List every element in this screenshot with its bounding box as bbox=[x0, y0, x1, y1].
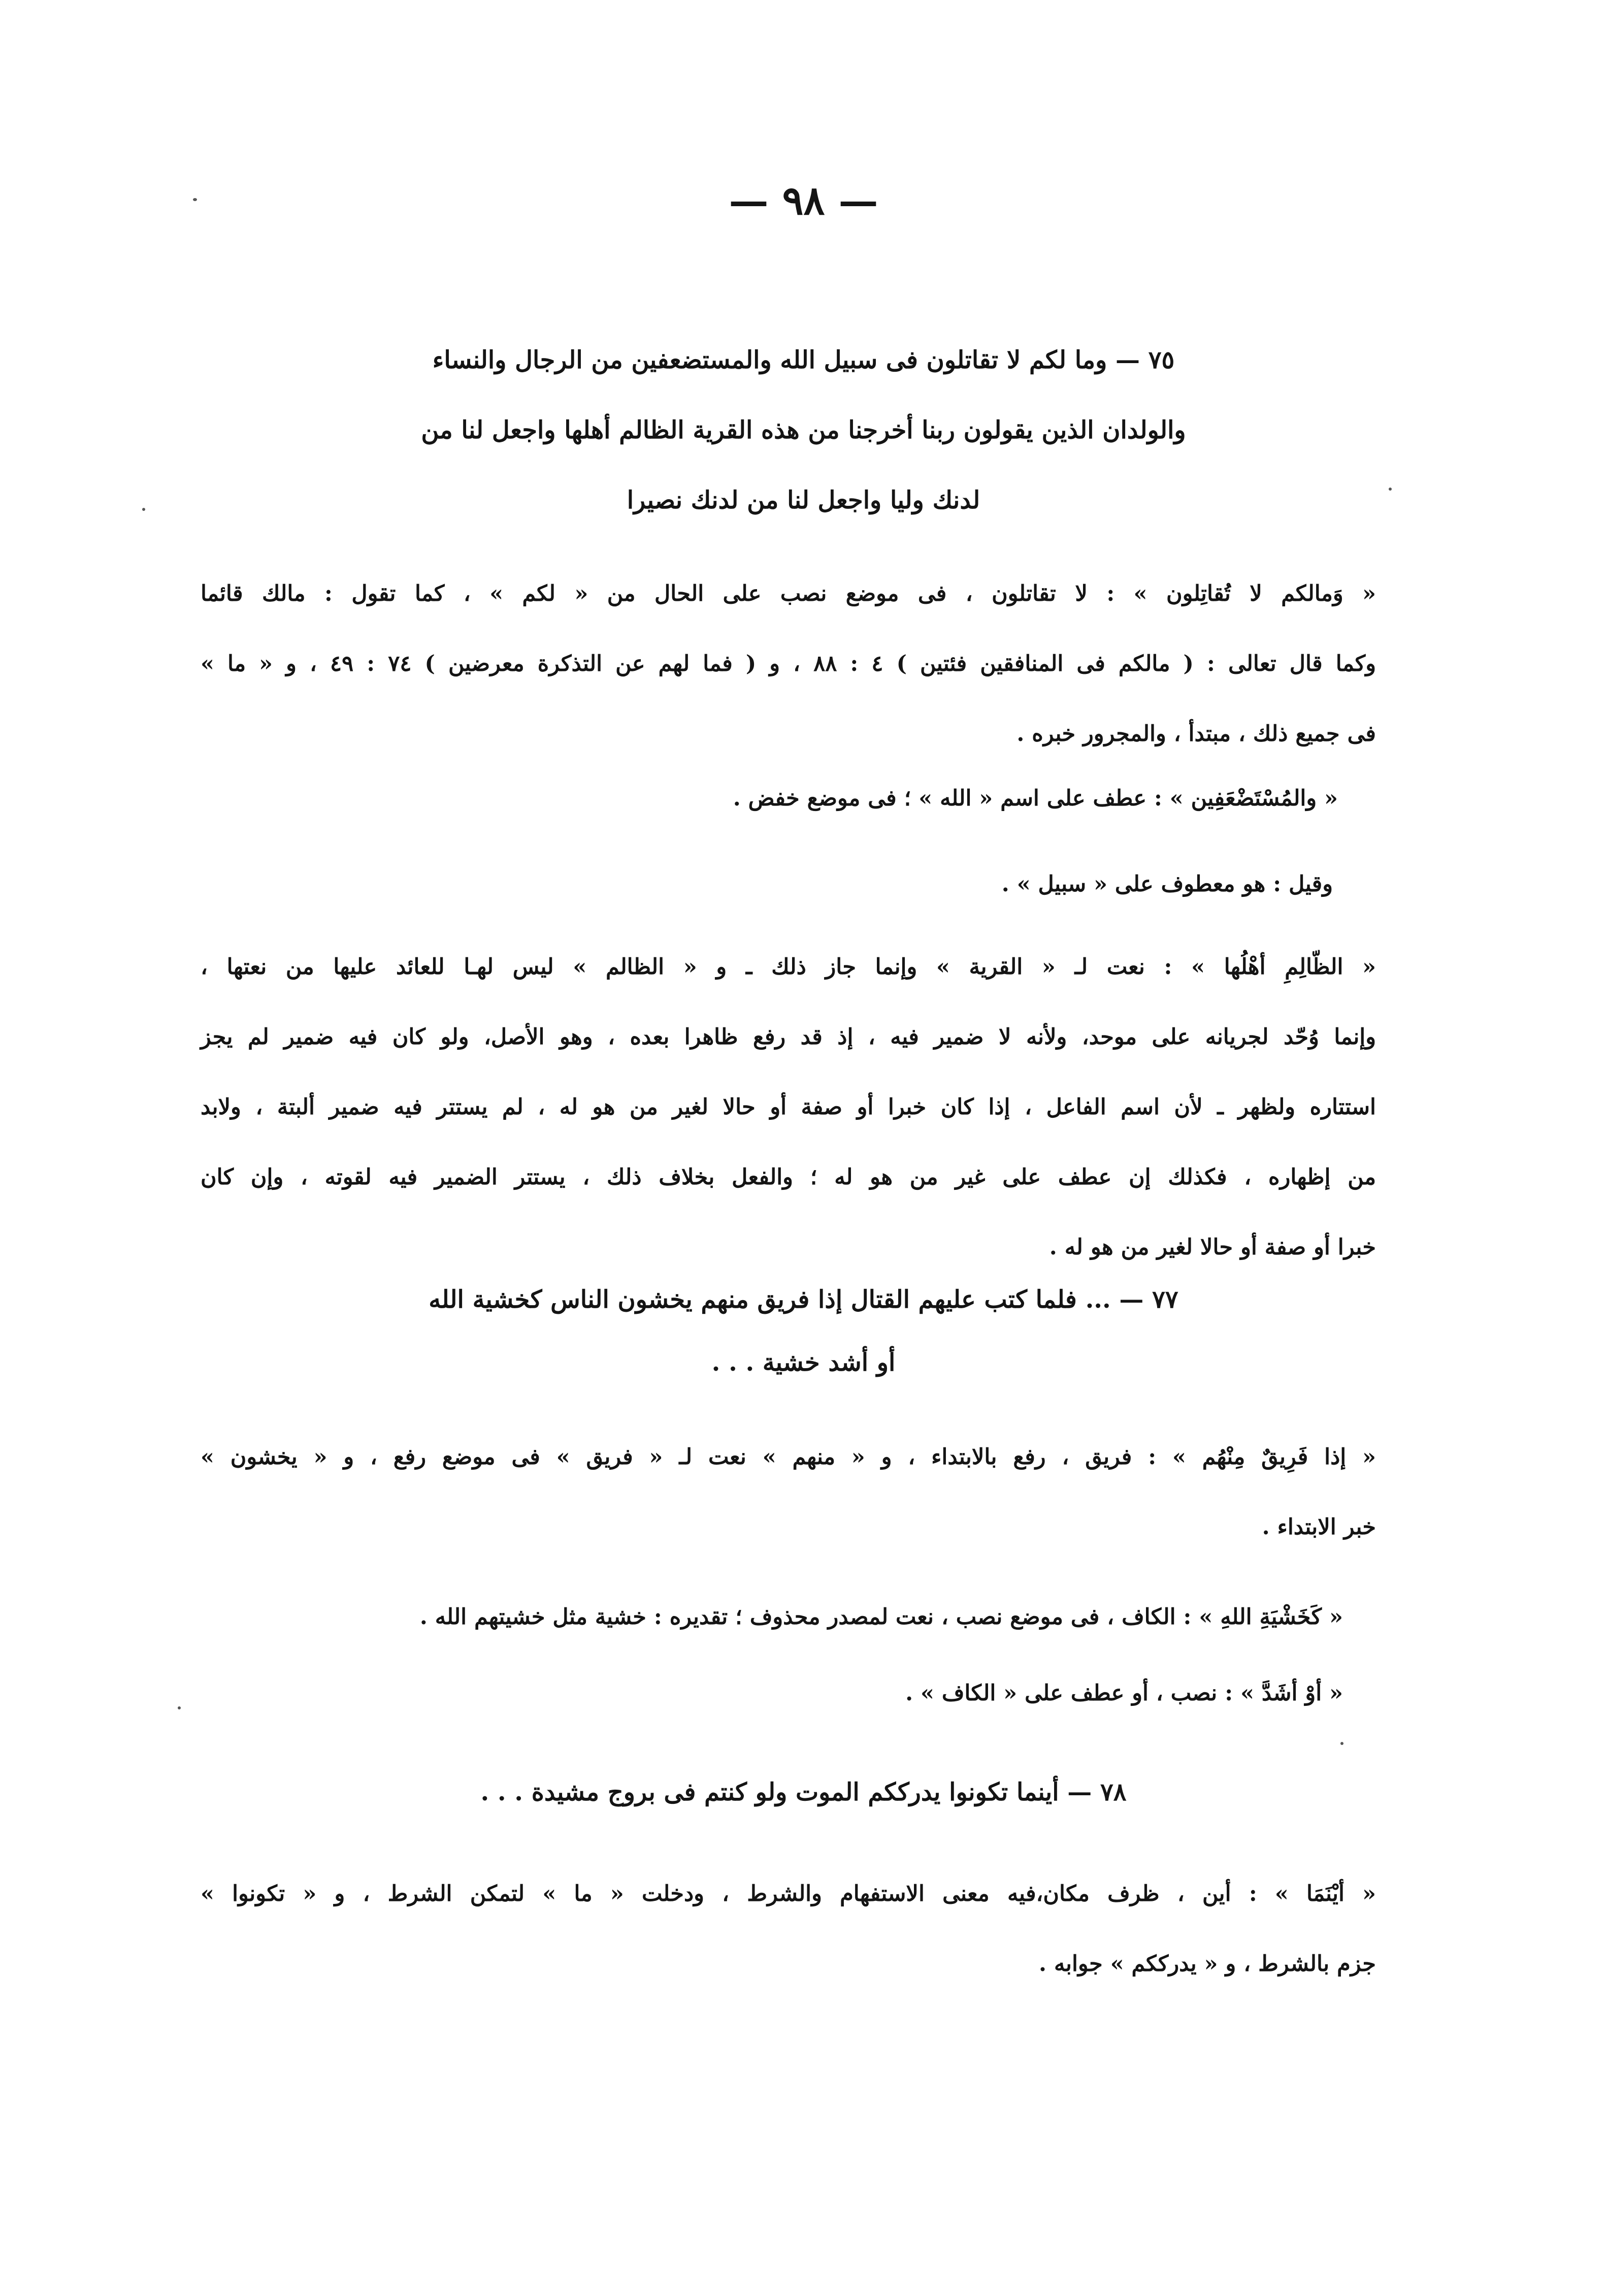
verse-line: لدنك وليا واجعل لنا من لدنك نصيرا bbox=[627, 486, 980, 514]
verse-75 bbox=[152, 325, 1455, 535]
commentary-paragraph bbox=[201, 1859, 1376, 1999]
paragraph-line: وقيل : هو معطوف على « سبيل » . bbox=[1001, 871, 1333, 897]
verse-line: أو أشد خشية . . . bbox=[711, 1348, 896, 1377]
commentary-paragraph bbox=[201, 849, 1333, 919]
paragraph-line: « أوْ أشَدَّ » : نصب ، أو عطف على « الكاف » . bbox=[905, 1680, 1343, 1706]
paragraph-line: « أيْنَمَا » : أين ، ظرف مكان،فيه معنى الاستفهام والشرط ، ودخلت « ما » لتمكن الشرط ، و « تكونوا » bbox=[201, 1881, 1376, 1906]
commentary-paragraph bbox=[201, 559, 1376, 769]
verse-77 bbox=[152, 1265, 1455, 1390]
verse-78 bbox=[152, 1757, 1455, 1827]
commentary-paragraph bbox=[201, 763, 1338, 833]
paragraph-line: خبرا أو صفة أو حالا لغير من هو له . bbox=[1049, 1235, 1376, 1260]
paragraph-line: « إذا فَرِيقٌ مِنْهُم » : فريق ، رفع بالابتداء ، و « منهم » نعت لـ « فريق » فى موضع رفع ، و « يخشون » bbox=[201, 1444, 1376, 1470]
verse-line: ٧٧ — ... فلما كتب عليهم القتال إذا فريق منهم يخشون الناس كخشية الله bbox=[429, 1285, 1178, 1314]
verse-line: ٧٨ — أينما تكونوا يدرككم الموت ولو كنتم فى بروج مشيدة . . . bbox=[480, 1778, 1127, 1806]
paragraph-line: جزم بالشرط ، و « يدرككم » جوابه . bbox=[1039, 1951, 1376, 1977]
commentary-paragraph bbox=[201, 1582, 1343, 1652]
paragraph-line: وكما قال تعالى : ( مالكم فى المنافقين فئتين ) ٤ : ٨٨ ، و ( فما لهم عن التذكرة معرضين ) ٧٤ : ٤٩ ، و « ما » bbox=[201, 651, 1376, 676]
paragraph-line: استتاره ولظهر ـ لأن اسم الفاعل ، إذا كان خبرا أو صفة أو حالا لغير من هو له ، لم يستتر فيه ضمير ألبتة ، ولابد bbox=[201, 1094, 1376, 1120]
paragraph-line: « والمُسْتَضْعَفِين » : عطف على اسم « الله » ؛ فى موضع خفض . bbox=[733, 786, 1338, 811]
paragraph-line: فى جميع ذلك ، مبتدأ ، والمجرور خبره . bbox=[1016, 721, 1376, 747]
paragraph-line: خبر الابتداء . bbox=[1262, 1514, 1376, 1540]
paragraph-line: من إظهاره ، فكذلك إن عطف على غير من هو له ؛ والفعل بخلاف ذلك ، يستتر الضمير فيه لقوته ، وإن كان bbox=[201, 1165, 1376, 1190]
paragraph-line: « وَمالكم لا تُقاتِلون » : لا تقاتلون ، فى موضع نصب على الحال من « لكم » ، كما تقول : مالك قائما bbox=[201, 581, 1376, 606]
commentary-paragraph bbox=[201, 1658, 1343, 1728]
verse-line: ٧٥ — وما لكم لا تقاتلون فى سبيل الله والمستضعفين من الرجال والنساء bbox=[432, 346, 1175, 374]
verse-line: والولدان الذين يقولون ربنا أخرجنا من هذه القرية الظالم أهلها واجعل لنا من bbox=[421, 416, 1186, 444]
scan-speck bbox=[193, 198, 197, 201]
paragraph-line: وإنما وُحّد لجريانه على موحد، ولأنه لا ضمير فيه ، إذ قد رفع ظاهرا بعده ، وهو الأصل، ولو كان فيه ضمير لم يجز bbox=[201, 1024, 1376, 1050]
commentary-paragraph bbox=[201, 932, 1376, 1282]
scan-speck bbox=[1340, 1742, 1343, 1745]
page-number: — ٩٨ — bbox=[729, 178, 878, 224]
commentary-paragraph bbox=[201, 1422, 1376, 1562]
paragraph-line: « كَخَشْيَةِ اللهِ » : الكاف ، فى موضع نصب ، نعت لمصدر محذوف ؛ تقديره : خشية مثل خشيتهم الله . bbox=[419, 1604, 1343, 1630]
paragraph-line: « الظّالِمِ أهْلُها » : نعت لـ « القرية » وإنما جاز ذلك ـ و « الظالم » ليس لهـا للعائد عليها من نعتها ، bbox=[201, 954, 1376, 980]
scan-speck bbox=[178, 1706, 181, 1709]
scan-speck bbox=[142, 508, 145, 511]
scan-speck bbox=[1389, 488, 1392, 491]
